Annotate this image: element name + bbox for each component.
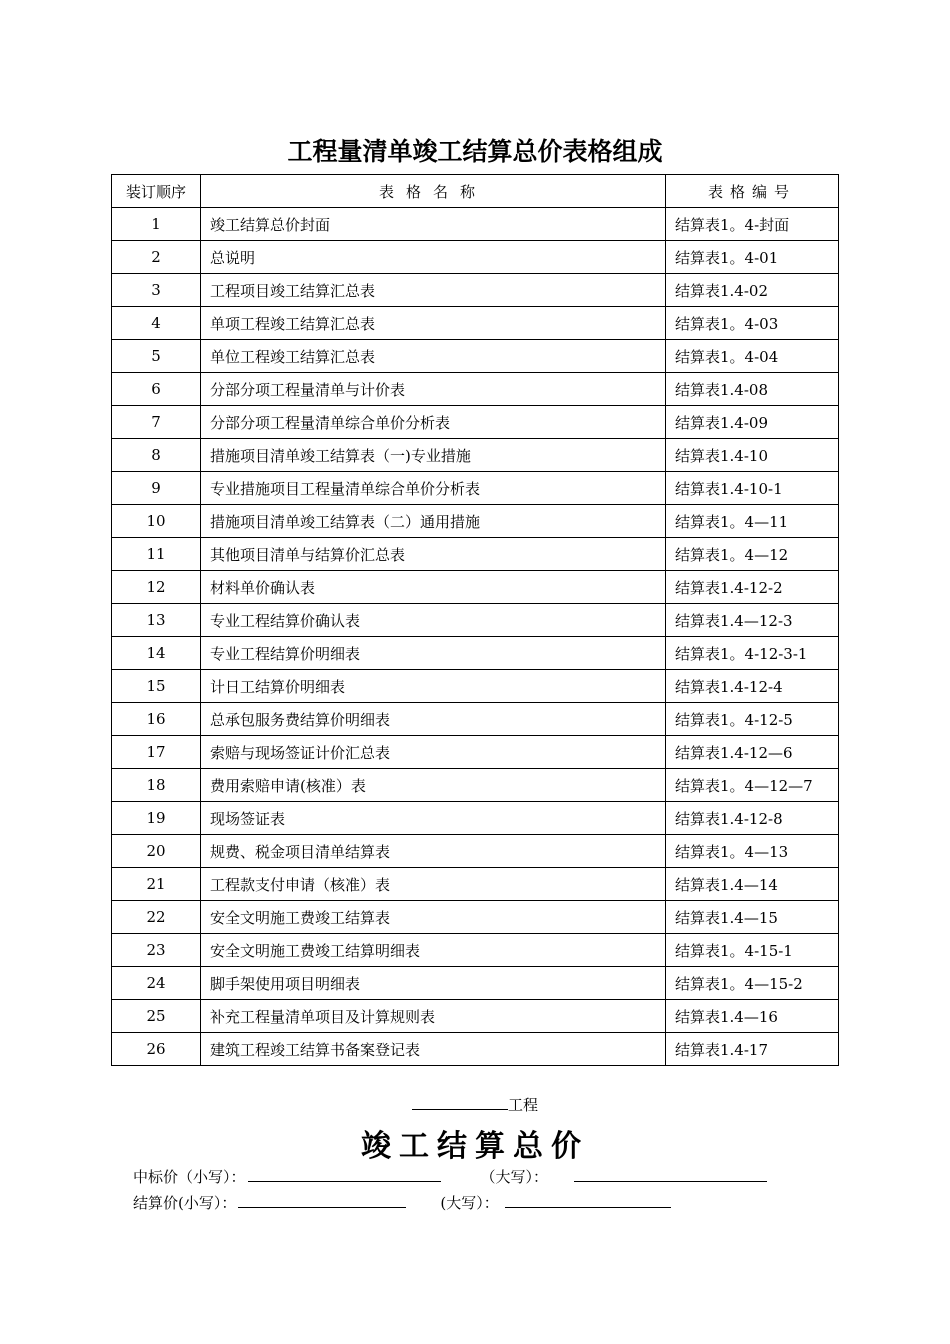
row-form-name: 规费、税金项目清单结算表: [201, 835, 666, 868]
table-row: [112, 472, 839, 505]
project-name-blank: [412, 1095, 508, 1110]
table-row: [112, 307, 839, 340]
row-form-code: 结算表1.4—16: [666, 1000, 839, 1033]
row-form-name: 工程款支付申请（核准）表: [201, 868, 666, 901]
project-suffix: 工程: [507, 1096, 538, 1114]
table-row: [112, 736, 839, 769]
row-form-name: 专业措施项目工程量清单综合单价分析表: [201, 472, 666, 505]
row-form-code: 结算表1.4—14: [666, 868, 839, 901]
row-form-code: 结算表1。4—13: [666, 835, 839, 868]
project-name-line: [0, 1094, 950, 1115]
row-form-name: 其他项目清单与结算价汇总表: [201, 538, 666, 571]
table-row: [112, 802, 839, 835]
table-row: [112, 505, 839, 538]
row-form-name: 分部分项工程量清单综合单价分析表: [201, 406, 666, 439]
row-form-name: 工程项目竣工结算汇总表: [201, 274, 666, 307]
row-form-code: 结算表1。4-04: [666, 340, 839, 373]
table-row: [112, 274, 839, 307]
bid-price-row: [133, 1166, 767, 1187]
cover-heading: 竣工结算总价: [361, 1129, 589, 1164]
row-form-name: 建筑工程竣工结算书备案登记表: [201, 1033, 666, 1066]
row-order: 1: [112, 208, 201, 241]
row-form-code: 结算表1.4—12-3: [666, 604, 839, 637]
row-order: 3: [112, 274, 201, 307]
row-order: 5: [112, 340, 201, 373]
row-form-code: 结算表1。4-03: [666, 307, 839, 340]
row-form-name: 材料单价确认表: [201, 571, 666, 604]
row-order: 13: [112, 604, 201, 637]
row-order: 21: [112, 868, 201, 901]
row-form-code: 结算表1.4-10: [666, 439, 839, 472]
row-form-name: 索赔与现场签证计价汇总表: [201, 736, 666, 769]
bid-price-small-blank: [248, 1167, 441, 1182]
row-form-code: 结算表1.4-12-4: [666, 670, 839, 703]
row-order: 15: [112, 670, 201, 703]
table-row: [112, 637, 839, 670]
row-form-code: 结算表1.4—15: [666, 901, 839, 934]
row-order: 19: [112, 802, 201, 835]
row-form-name: 竣工结算总价封面: [201, 208, 666, 241]
table-row: [112, 604, 839, 637]
row-order: 16: [112, 703, 201, 736]
table-row: [112, 1000, 839, 1033]
table-row: [112, 406, 839, 439]
row-form-name: 计日工结算价明细表: [201, 670, 666, 703]
table-row: [112, 571, 839, 604]
row-order: 12: [112, 571, 201, 604]
table-row: [112, 241, 839, 274]
row-order: 22: [112, 901, 201, 934]
table-header-row: [112, 175, 839, 208]
table-row: [112, 340, 839, 373]
table-row: [112, 208, 839, 241]
table-row: [112, 538, 839, 571]
bid-price-big-blank: [574, 1167, 767, 1182]
row-form-name: 补充工程量清单项目及计算规则表: [201, 1000, 666, 1033]
table-row: [112, 703, 839, 736]
bid-price-small-label: 中标价（小写）：: [133, 1168, 246, 1186]
row-form-name: 费用索赔申请(核准）表: [201, 769, 666, 802]
row-form-name: 专业工程结算价确认表: [201, 604, 666, 637]
row-order: 11: [112, 538, 201, 571]
row-form-name: 专业工程结算价明细表: [201, 637, 666, 670]
row-form-name: 安全文明施工费竣工结算表: [201, 901, 666, 934]
row-order: 4: [112, 307, 201, 340]
table-row: [112, 868, 839, 901]
row-order: 26: [112, 1033, 201, 1066]
page-title: 工程量清单竣工结算总价表格组成: [287, 137, 663, 166]
settle-price-big-blank: [505, 1193, 671, 1208]
row-form-code: 结算表1.4-12-8: [666, 802, 839, 835]
row-order: 7: [112, 406, 201, 439]
row-form-code: 结算表1。4—15-2: [666, 967, 839, 1000]
table-row: [112, 967, 839, 1000]
settle-price-small-label: 结算价(小写）：: [133, 1194, 237, 1212]
row-form-code: 结算表1。4—11: [666, 505, 839, 538]
row-order: 18: [112, 769, 201, 802]
table-row: [112, 439, 839, 472]
table-row: [112, 901, 839, 934]
row-form-code: 结算表1。4-12-5: [666, 703, 839, 736]
row-form-name: 脚手架使用项目明细表: [201, 967, 666, 1000]
header-order: 装订顺序: [112, 175, 201, 208]
row-form-code: 结算表1.4-12-2: [666, 571, 839, 604]
row-form-code: 结算表1.4-17: [666, 1033, 839, 1066]
row-order: 17: [112, 736, 201, 769]
table-row: [112, 1033, 839, 1066]
row-form-code: 结算表1。4-12-3-1: [666, 637, 839, 670]
settle-price-big-label: (大写）：: [440, 1194, 499, 1212]
row-form-name: 措施项目清单竣工结算表（一)专业措施: [201, 439, 666, 472]
row-order: 25: [112, 1000, 201, 1033]
row-form-code: 结算表1。4—12: [666, 538, 839, 571]
row-form-code: 结算表1.4-08: [666, 373, 839, 406]
row-form-code: 结算表1。4-封面: [666, 208, 839, 241]
row-order: 10: [112, 505, 201, 538]
row-form-name: 总说明: [201, 241, 666, 274]
row-form-name: 总承包服务费结算价明细表: [201, 703, 666, 736]
row-order: 2: [112, 241, 201, 274]
row-form-code: 结算表1.4-10-1: [666, 472, 839, 505]
row-order: 6: [112, 373, 201, 406]
row-form-name: 单项工程竣工结算汇总表: [201, 307, 666, 340]
settle-price-small-blank: [238, 1193, 406, 1208]
bid-price-big-label: （大写）：: [480, 1168, 549, 1186]
row-order: 20: [112, 835, 201, 868]
table-row: [112, 769, 839, 802]
header-code: 表格编号: [666, 175, 839, 208]
table-row: [112, 835, 839, 868]
row-order: 9: [112, 472, 201, 505]
row-order: 23: [112, 934, 201, 967]
row-form-code: 结算表1。4-15-1: [666, 934, 839, 967]
settle-price-row: [133, 1192, 671, 1213]
table-row: [112, 934, 839, 967]
row-order: 24: [112, 967, 201, 1000]
row-order: 14: [112, 637, 201, 670]
row-form-code: 结算表1.4-09: [666, 406, 839, 439]
table-row: [112, 373, 839, 406]
header-name: 表格名称: [201, 175, 666, 208]
row-form-code: 结算表1.4-02: [666, 274, 839, 307]
row-form-code: 结算表1.4-12—6: [666, 736, 839, 769]
row-form-code: 结算表1。4—12—7: [666, 769, 839, 802]
row-form-name: 现场签证表: [201, 802, 666, 835]
row-form-name: 单位工程竣工结算汇总表: [201, 340, 666, 373]
row-form-code: 结算表1。4-01: [666, 241, 839, 274]
row-form-name: 安全文明施工费竣工结算明细表: [201, 934, 666, 967]
row-form-name: 措施项目清单竣工结算表（二）通用措施: [201, 505, 666, 538]
row-form-name: 分部分项工程量清单与计价表: [201, 373, 666, 406]
table-row: [112, 670, 839, 703]
row-order: 8: [112, 439, 201, 472]
form-list-table: [111, 174, 839, 1066]
